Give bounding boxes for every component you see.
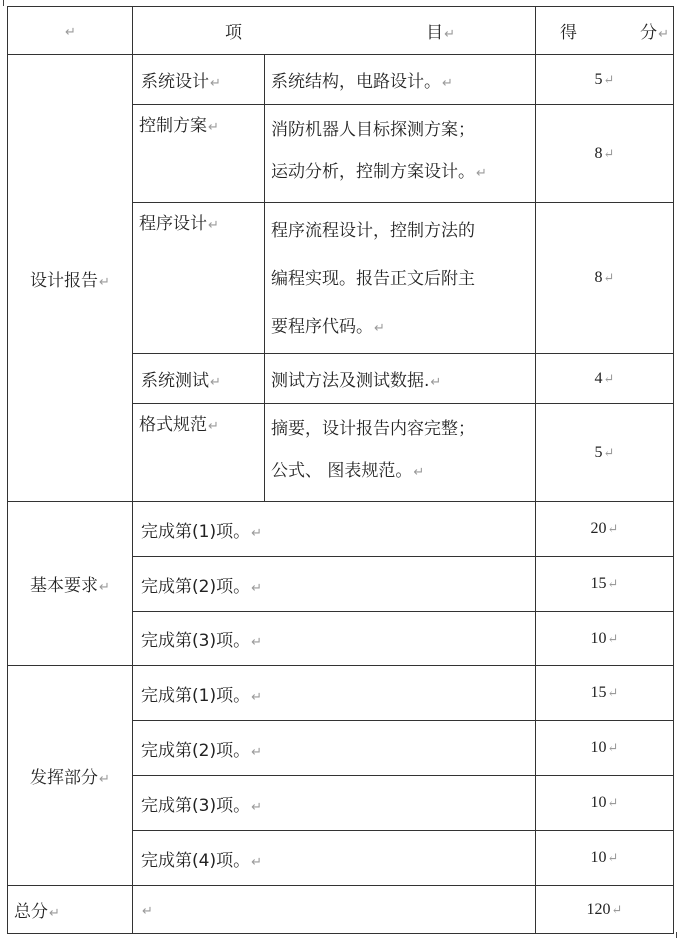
score-value: 5 <box>594 70 603 88</box>
total-label: 总分 <box>14 902 48 922</box>
page-corner-mark-top <box>3 0 4 6</box>
item-cell <box>133 502 536 557</box>
paragraph-mark-icon: ↵ <box>603 444 615 460</box>
desc-line: 编程实现。报告正文后附主 <box>271 269 475 289</box>
paragraph-mark-icon: ↵ <box>251 854 262 870</box>
paragraph-mark-icon: ↵ <box>208 120 219 135</box>
page-corner-mark-bottom <box>676 932 677 938</box>
paragraph-mark-icon: ↵ <box>251 525 262 541</box>
paragraph-mark-icon: ↵ <box>65 24 76 40</box>
desc-line: 要程序代码。 <box>271 317 373 337</box>
total-label-cell <box>8 886 133 934</box>
paragraph-mark-icon: ↵ <box>99 580 110 595</box>
desc-cell <box>265 354 536 404</box>
paragraph-mark-icon: ↵ <box>607 521 619 536</box>
sub-item-label: 系统设计 <box>141 72 209 92</box>
score-cell <box>536 666 674 721</box>
desc-cell <box>265 203 536 354</box>
score-cell <box>536 612 674 666</box>
paragraph-mark-icon: ↵ <box>210 375 221 390</box>
sub-item-label: 格式规范 <box>139 415 207 435</box>
desc-line: 摘要，设计报告内容完整； <box>271 419 475 439</box>
score-cell <box>536 776 674 831</box>
paragraph-mark-icon: ↵ <box>607 685 619 700</box>
sub-item-cell <box>133 203 265 354</box>
item-label: 完成第(2)项。 <box>141 740 251 761</box>
category-cell <box>8 666 133 886</box>
item-cell <box>133 612 536 666</box>
total-score-cell <box>536 886 674 934</box>
score-value: 4 <box>594 369 603 387</box>
paragraph-mark-icon: ↵ <box>611 901 623 917</box>
table-row <box>8 666 674 721</box>
paragraph-mark-icon: ↵ <box>251 799 262 815</box>
item-label: 完成第(3)项。 <box>141 631 251 651</box>
score-cell <box>536 55 674 105</box>
sub-item-label: 系统测试 <box>141 371 209 391</box>
paragraph-mark-icon: ↵ <box>603 71 615 87</box>
item-label: 完成第(1)项。 <box>141 685 251 706</box>
score-cell <box>536 831 674 886</box>
paragraph-mark-icon: ↵ <box>49 906 60 921</box>
desc-cell <box>265 404 536 502</box>
desc-line: 测试方法及测试数据. <box>271 371 430 391</box>
header-item-cell <box>133 7 536 55</box>
score-value: 10 <box>590 629 607 647</box>
sub-item-cell <box>133 354 265 404</box>
sub-item-cell <box>133 105 265 203</box>
desc-line: 系统结构，电路设计。 <box>271 72 441 92</box>
paragraph-mark-icon: ↵ <box>142 903 153 919</box>
sub-item-cell <box>133 404 265 502</box>
total-row <box>8 886 674 934</box>
score-value: 10 <box>590 849 607 866</box>
item-label: 完成第(2)项。 <box>141 576 251 597</box>
paragraph-mark-icon: ↵ <box>442 76 453 91</box>
total-item-cell <box>133 886 536 934</box>
category-label: 基本要求 <box>30 576 99 596</box>
header-item-right: 目 <box>426 23 444 43</box>
table-row <box>8 55 674 105</box>
paragraph-mark-icon: ↵ <box>607 630 619 646</box>
paragraph-mark-icon: ↵ <box>607 576 619 591</box>
total-score: 120 <box>586 900 611 918</box>
paragraph-mark-icon: ↵ <box>603 270 615 285</box>
score-value: 8 <box>594 269 603 286</box>
desc-cell <box>265 55 536 105</box>
paragraph-mark-icon: ↵ <box>430 375 442 390</box>
score-cell <box>536 203 674 354</box>
item-cell <box>133 721 536 776</box>
item-cell <box>133 557 536 612</box>
item-label: 完成第(3)项。 <box>141 795 251 816</box>
paragraph-mark-icon: ↵ <box>99 772 110 787</box>
category-label: 发挥部分 <box>30 768 99 788</box>
item-cell <box>133 666 536 721</box>
paragraph-mark-icon: ↵ <box>251 744 262 760</box>
header-score-right: 分 <box>640 23 658 43</box>
paragraph-mark-icon: ↵ <box>210 76 221 91</box>
item-label: 完成第(4)项。 <box>141 850 251 871</box>
header-score-left: 得 <box>560 23 577 43</box>
score-value: 15 <box>590 684 607 701</box>
paragraph-mark-icon: ↵ <box>607 850 619 865</box>
paragraph-mark-icon: ↵ <box>658 27 669 42</box>
paragraph-mark-icon: ↵ <box>251 689 262 705</box>
score-cell <box>536 721 674 776</box>
desc-line: 消防机器人目标探测方案； <box>271 120 475 140</box>
category-cell <box>8 55 133 502</box>
desc-line: 运动分析，控制方案设计。 <box>271 162 475 182</box>
scoring-table <box>7 6 674 934</box>
paragraph-mark-icon: ↵ <box>603 145 615 161</box>
header-score-cell <box>536 7 674 55</box>
score-value: 8 <box>594 144 603 162</box>
paragraph-mark-icon: ↵ <box>208 419 219 434</box>
desc-line: 程序流程设计，控制方法的 <box>271 221 475 241</box>
table-row <box>8 502 674 557</box>
paragraph-mark-icon: ↵ <box>413 465 425 480</box>
score-value: 5 <box>594 443 603 461</box>
header-row <box>8 7 674 55</box>
score-cell <box>536 404 674 502</box>
item-cell <box>133 776 536 831</box>
paragraph-mark-icon: ↵ <box>607 740 619 755</box>
score-cell <box>536 105 674 203</box>
item-cell <box>133 831 536 886</box>
score-value: 20 <box>590 520 607 537</box>
paragraph-mark-icon: ↵ <box>251 580 262 596</box>
desc-line: 公式、 图表规范。 <box>271 461 413 481</box>
paragraph-mark-icon: ↵ <box>476 166 487 181</box>
score-value: 15 <box>590 575 607 592</box>
sub-item-cell <box>133 55 265 105</box>
paragraph-mark-icon: ↵ <box>251 635 262 650</box>
paragraph-mark-icon: ↵ <box>208 218 219 233</box>
paragraph-mark-icon: ↵ <box>603 370 615 386</box>
sub-item-label: 控制方案 <box>139 116 207 136</box>
desc-cell <box>265 105 536 203</box>
score-cell <box>536 557 674 612</box>
score-value: 10 <box>590 794 607 811</box>
paragraph-mark-icon: ↵ <box>99 274 110 290</box>
score-cell <box>536 354 674 404</box>
category-cell <box>8 502 133 666</box>
score-cell <box>536 502 674 557</box>
paragraph-mark-icon: ↵ <box>607 795 619 810</box>
paragraph-mark-icon: ↵ <box>444 27 455 42</box>
sub-item-label: 程序设计 <box>139 214 207 234</box>
item-label: 完成第(1)项。 <box>141 521 251 542</box>
header-item-left: 项 <box>225 23 242 43</box>
category-label: 设计报告 <box>30 270 99 291</box>
paragraph-mark-icon: ↵ <box>374 321 385 336</box>
score-value: 10 <box>590 739 607 756</box>
header-blank-cell <box>8 7 133 55</box>
